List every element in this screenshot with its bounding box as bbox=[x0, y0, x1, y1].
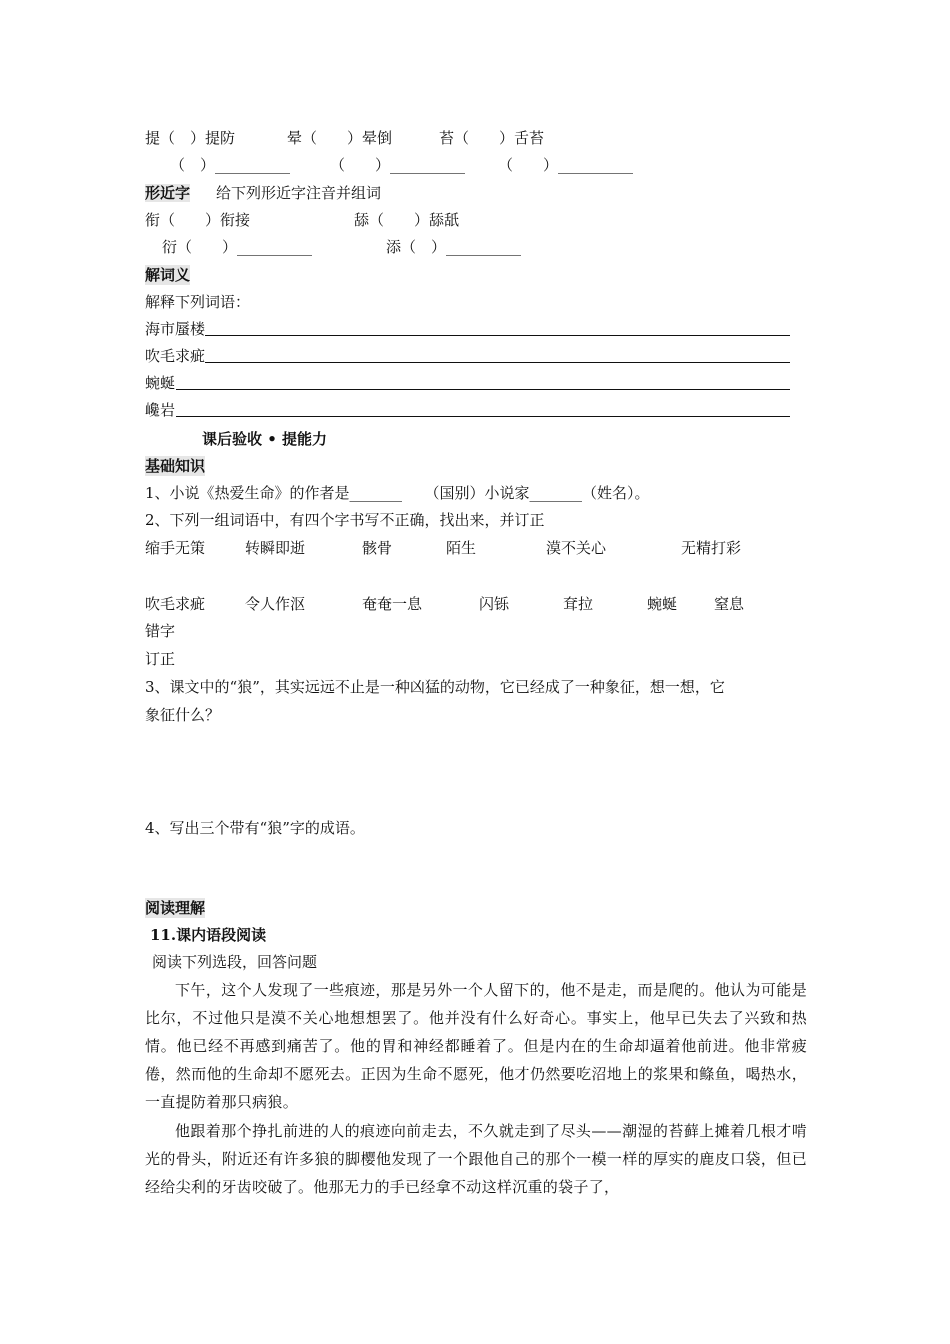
xingjin-heading: 形近字 bbox=[145, 184, 191, 202]
answer-line bbox=[176, 400, 790, 417]
jieci-term: 吹毛求疵 bbox=[145, 347, 206, 365]
xingjin-blank-1: 衍（ ）__________ bbox=[162, 238, 313, 256]
jieci-row-4 bbox=[145, 400, 790, 420]
pinyin-blank-1: （ ）__________ bbox=[170, 156, 291, 174]
reading-paragraph-2: 他跟着那个挣扎前进的人的痕迹向前走去，不久就走到了尽头——潮湿的苔藓上摊着几根才啃光的骨头，附近还有许多狼的脚樱他发现了一个跟他自己的那个一模一样的厚实的鹿皮口袋，但已经给尖利的牙齿咬破了。他那无力的手已经拿不动这样沉重的袋子了， bbox=[145, 1122, 807, 1196]
reading-sub-heading: 11.课内语段阅读 bbox=[150, 926, 267, 944]
jieci-row-1 bbox=[145, 319, 790, 339]
word-item: 无精打彩 bbox=[681, 539, 742, 557]
word-item: 漠不关心 bbox=[546, 539, 607, 557]
question-3-line-1: 3、课文中的“狼”，其实远远不止是一种凶猛的动物，它已经成了一种象征，想一想，它 bbox=[145, 678, 725, 696]
xingjin-blank-2: 添（ ）__________ bbox=[386, 238, 522, 256]
question-2: 2、下列一组词语中，有四个字书写不正确，找出来，并订正 bbox=[145, 511, 545, 529]
word-item: 窒息 bbox=[714, 595, 745, 613]
correct-label: 订正 bbox=[145, 650, 176, 668]
question-1: 1、小说《热爱生命》的作者是_______ （国别）小说家_______（姓名）。 bbox=[145, 484, 650, 502]
word-item: 吹毛求疵 bbox=[145, 595, 206, 613]
jieci-row-3 bbox=[145, 373, 790, 393]
word-item: 令人作沤 bbox=[245, 595, 306, 613]
jieci-term: 巉岩 bbox=[145, 401, 176, 419]
pinyin-item-1: 提（ ）提防 bbox=[145, 129, 236, 147]
jichu-heading: 基础知识 bbox=[145, 457, 206, 475]
pinyin-blank-3: （ ）__________ bbox=[498, 156, 634, 174]
word-item: 转瞬即逝 bbox=[245, 539, 306, 557]
word-item: 缩手无策 bbox=[145, 539, 206, 557]
reading-heading: 阅读理解 bbox=[145, 899, 206, 917]
answer-line bbox=[176, 373, 790, 390]
word-item: 闪铄 bbox=[479, 595, 510, 613]
question-3-line-2: 象征什么？ bbox=[145, 706, 221, 724]
xingjin-item-2: 舔（ ）舔舐 bbox=[354, 211, 460, 229]
answer-line bbox=[205, 346, 790, 363]
jieci-heading: 解词义 bbox=[145, 266, 191, 284]
word-item: 耷拉 bbox=[563, 595, 594, 613]
word-item: 陌生 bbox=[446, 539, 477, 557]
reading-paragraph-1: 下午，这个人发现了一些痕迹，那是另外一个人留下的，他不是走，而是爬的。他认为可能是比尔，不过他只是漠不关心地想想罢了。他并没有什么好奇心。事实上，他早已失去了兴致和热情。他已经不再感到痛苦了。他的胃和神经都睡着了。但是内在的生命却逼着他前进。他非常疲倦，然而他的生命却不愿死去。正因为生命不愿死，他才仍然要吃沼地上的浆果和鲦鱼，喝热水，一直提防着那只病狼。 bbox=[145, 981, 807, 1111]
answer-line bbox=[205, 319, 790, 336]
jieci-term: 蜿蜒 bbox=[145, 374, 176, 392]
xingjin-item-1: 衔（ ）衔接 bbox=[145, 211, 251, 229]
pinyin-item-3: 苔（ ）舌苔 bbox=[439, 129, 545, 147]
reading-instruction: 阅读下列选段，回答问题 bbox=[152, 953, 318, 971]
word-item: 蜿蜒 bbox=[647, 595, 678, 613]
pinyin-item-2: 晕（ ）晕倒 bbox=[287, 129, 393, 147]
jieci-instruction: 解释下列词语： bbox=[145, 293, 251, 311]
section-title: 课后验收 • 提能力 bbox=[202, 430, 328, 448]
word-item: 奄奄一息 bbox=[362, 595, 423, 613]
pinyin-blank-2: （ ）__________ bbox=[330, 156, 466, 174]
jieci-term: 海市蜃楼 bbox=[145, 320, 206, 338]
word-item: 骸骨 bbox=[362, 539, 393, 557]
wrong-label: 错字 bbox=[145, 622, 176, 640]
xingjin-instruction: 给下列形近字注音并组词 bbox=[216, 184, 382, 202]
jieci-row-2 bbox=[145, 346, 790, 366]
xingjin-heading-line bbox=[145, 183, 381, 203]
question-4: 4、写出三个带有“狼”字的成语。 bbox=[145, 819, 365, 837]
